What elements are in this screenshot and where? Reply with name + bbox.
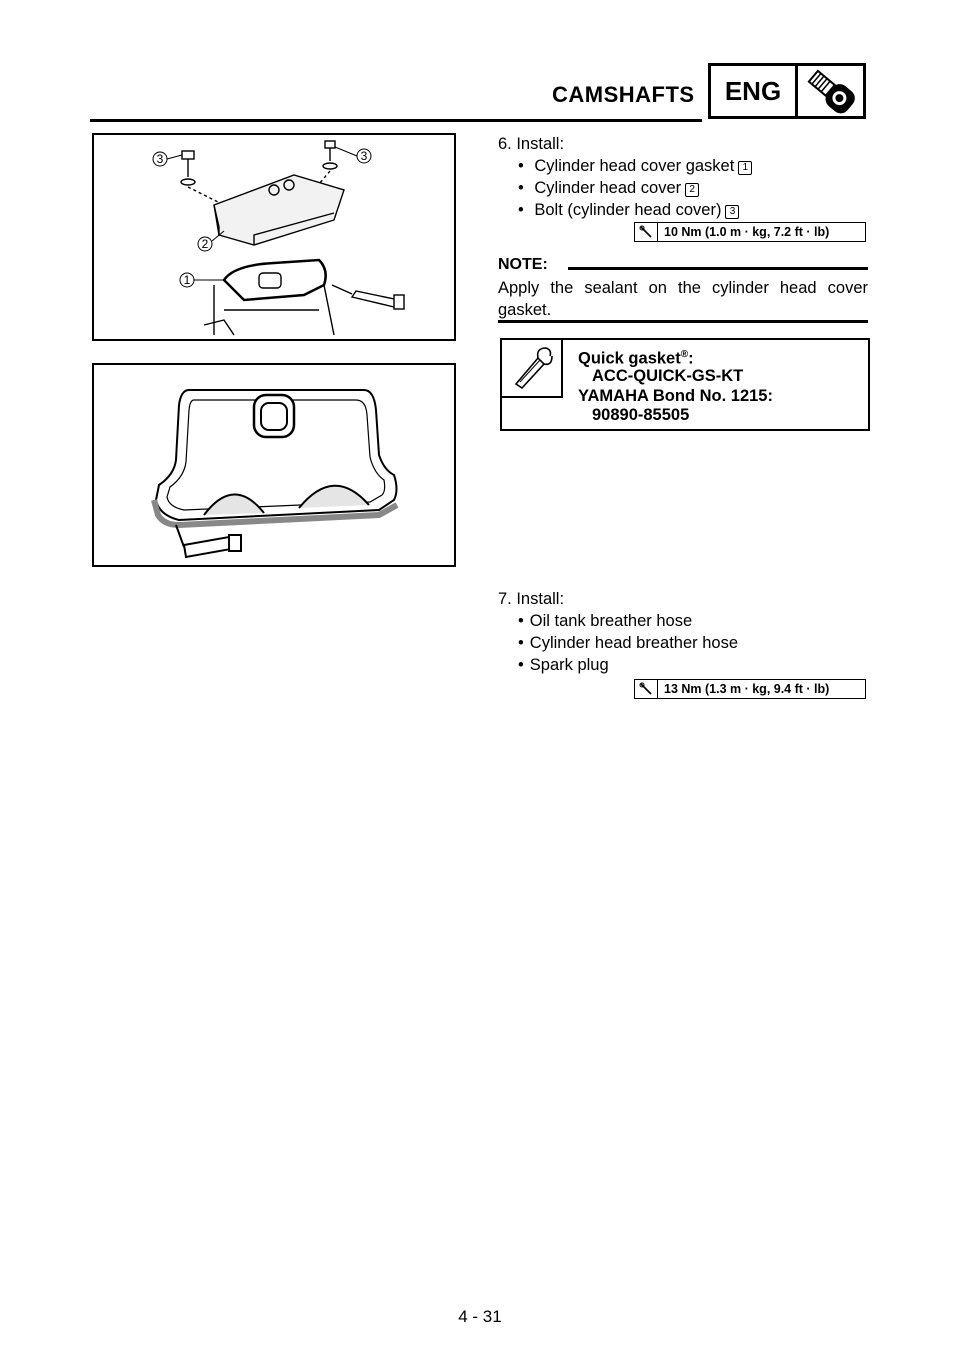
sealant-part-number: ACC-QUICK-GS-KT bbox=[592, 367, 744, 385]
torque-value: 13 Nm (1.3 m · kg, 9.4 ft · lb) bbox=[664, 682, 830, 696]
torque-spec bbox=[634, 222, 866, 242]
eng-badge-label: ENG bbox=[711, 66, 798, 116]
step-7-item: • Cylinder head breather hose bbox=[518, 632, 738, 654]
cylinder-head-cover-illustration bbox=[94, 135, 454, 339]
step-6-item bbox=[518, 177, 699, 199]
figure-cylinder-head-cover bbox=[92, 133, 456, 341]
section-title: CAMSHAFTS bbox=[552, 82, 695, 107]
step-7-item: • Spark plug bbox=[518, 654, 609, 676]
item-label: Cylinder head cover bbox=[534, 179, 682, 197]
sealant-colon: : bbox=[688, 349, 694, 368]
torque-value: 10 Nm (1.0 m · kg, 7.2 ft · lb) bbox=[664, 225, 830, 239]
item-label: Bolt (cylinder head cover) bbox=[534, 201, 722, 219]
item-ref: 1 bbox=[738, 161, 752, 175]
sealant-icon bbox=[500, 338, 563, 398]
callout-3-left: 3 bbox=[156, 152, 164, 166]
callout-1: 1 bbox=[183, 273, 191, 287]
figure-gasket-sealant bbox=[92, 363, 456, 567]
step-6-item bbox=[518, 155, 752, 177]
step-6-heading: 6. Install: bbox=[498, 135, 565, 153]
note-rule bbox=[568, 267, 868, 270]
note-text: Apply the sealant on the cylinder head cover gasket. bbox=[498, 279, 868, 319]
engine-icon bbox=[798, 66, 863, 116]
registered-mark: ® bbox=[680, 349, 689, 360]
bond-part-number: 90890-85505 bbox=[592, 406, 690, 424]
page-number: 4 - 31 bbox=[458, 1307, 502, 1326]
header-rule bbox=[90, 119, 702, 122]
item-ref: 3 bbox=[725, 205, 739, 219]
sealant-line-1 bbox=[578, 345, 694, 369]
note-label: NOTE: bbox=[498, 256, 548, 273]
bond-name: YAMAHA Bond No. 1215: bbox=[578, 387, 773, 405]
callout-3-right: 3 bbox=[360, 149, 368, 163]
step-6-item bbox=[518, 199, 739, 221]
item-ref: 2 bbox=[685, 183, 699, 197]
step-7-item: • Oil tank breather hose bbox=[518, 610, 692, 632]
item-label: Cylinder head cover gasket bbox=[534, 157, 735, 175]
torque-wrench-icon bbox=[635, 223, 658, 241]
torque-spec bbox=[634, 679, 866, 699]
note-end-rule bbox=[498, 320, 868, 323]
eng-badge bbox=[708, 63, 866, 119]
gasket-sealant-illustration bbox=[94, 365, 454, 565]
step-7-heading: 7. Install: bbox=[498, 590, 565, 608]
torque-wrench-icon bbox=[635, 680, 658, 698]
sealant-name: Quick gasket bbox=[578, 349, 681, 368]
callout-2: 2 bbox=[201, 237, 209, 251]
